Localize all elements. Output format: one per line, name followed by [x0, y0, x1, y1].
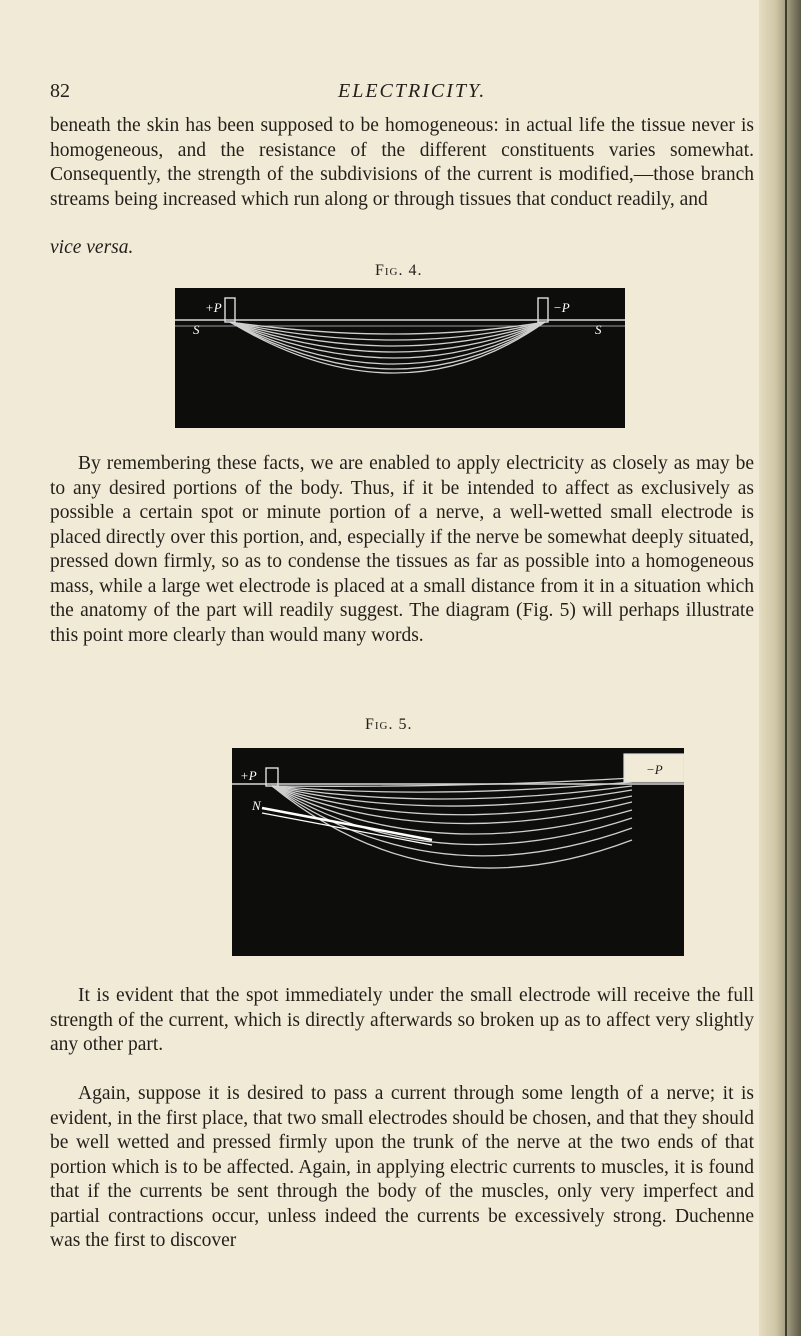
fig4-label-s-left: S [193, 322, 200, 337]
page-edge-shadow [759, 0, 801, 1336]
fig5-label-positive: +P [240, 768, 257, 783]
figure-4 [175, 288, 625, 428]
figure-5 [232, 748, 684, 956]
fig5-label-negative: −P [646, 762, 663, 777]
fig4-label-s-right: S [595, 322, 602, 337]
page-number: 82 [50, 80, 70, 102]
figure-4-diagram [175, 288, 625, 428]
fig4-label-negative: −P [553, 300, 570, 315]
paragraph-1-end: vice versa. [50, 237, 134, 258]
paragraph-2: By remembering these facts, we are enabled to apply electricity as closely as may be to any desired portions of the body. Thus, if it be intended to affect as exclusively as possible a certain spot or minute portion of a nerve, a well-wetted small electrode is placed directly over this portion, and, especially if the nerve be somewhat deeply situated, pressed down firmly, so as to condense the tissues as far as possible into a homogeneous mass, while a large wet electrode is placed at a small distance from it in a situation which the anatomy of the part will readily suggest. The diagram (Fig. 5) will perhaps illustrate this point more clearly than would many words. [50, 453, 754, 646]
binding-line [785, 0, 787, 1336]
figure-5-diagram [232, 748, 684, 956]
figure-4-caption: Fig. 4. [375, 262, 423, 279]
paragraph-3: It is evident that the spot immediately under the small electrode will receive the full strength of the current, which is directly afterwards so broken up as to affect very slightly any other part. [50, 985, 754, 1055]
paragraph-1: beneath the skin has been supposed to be homogeneous: in actual life the tissue never is homogeneous, and the resistance of the different constituents varies somewhat. Consequently, the strength of the subdivisions of the current is modified,—those branch streams being increased which run along or through tissues that conduct readily, and [50, 115, 754, 210]
paragraph-4: Again, suppose it is desired to pass a current through some length of a nerve; it is evident, in the first place, that two small electrodes should be chosen, and that they should be well wetted and pressed firmly upon the trunk of the nerve at the two ends of that portion which is to be affected. Again, in applying electric currents to muscles, it is found that if the currents be sent through the body of the muscles, only very imperfect and partial contractions occur, unless indeed the currents be excessively strong. Duchenne was the first to discover [50, 1083, 754, 1251]
fig5-label-n: N [252, 798, 261, 813]
fig4-label-positive: +P [205, 300, 222, 315]
figure-5-caption: Fig. 5. [365, 716, 413, 733]
running-title: ELECTRICITY. [338, 80, 487, 102]
